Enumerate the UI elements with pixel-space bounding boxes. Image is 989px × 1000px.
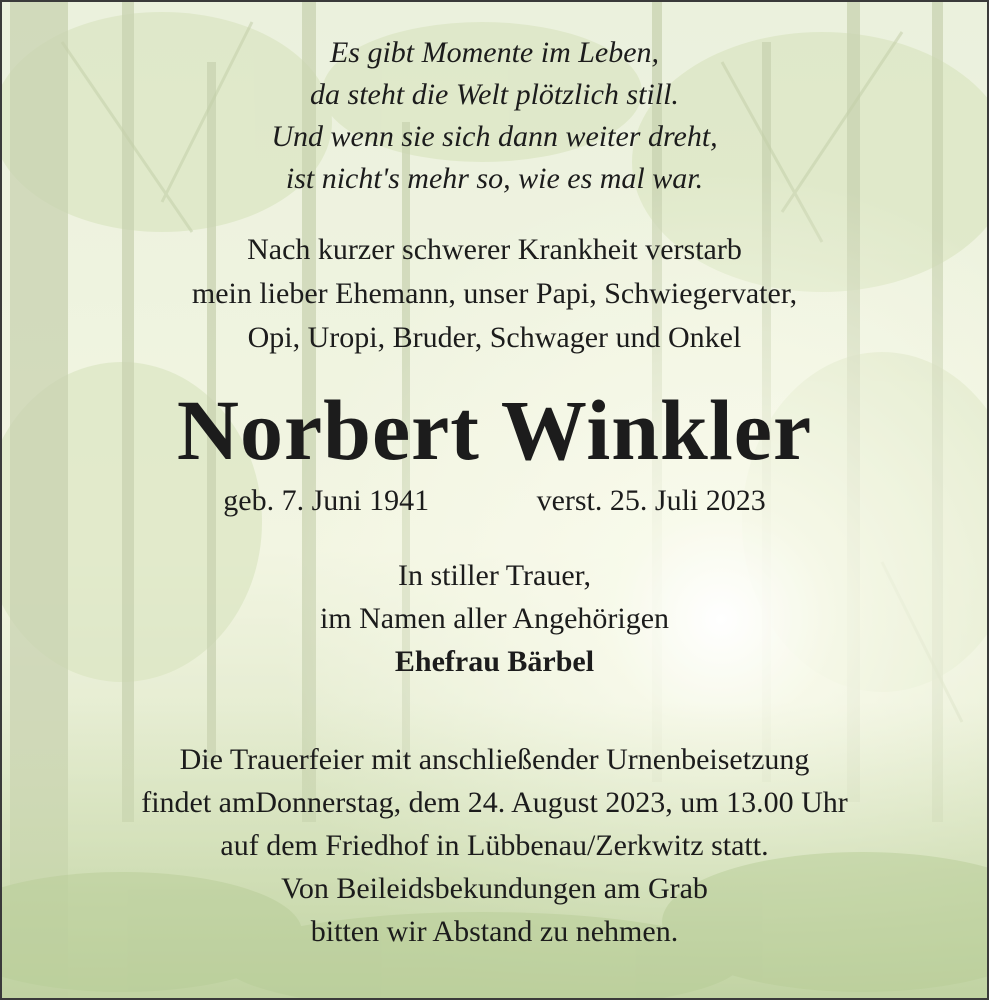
birth-date: geb. 7. Juni 1941	[223, 484, 430, 517]
poem-line: Und wenn sie sich dann weiter dreht,	[271, 120, 718, 153]
announcement-line: Opi, Uropi, Bruder, Schwager und Onkel	[247, 321, 742, 354]
funeral-line: findet amDonnerstag, dem 24. August 2023, um 13.00 Uhr	[141, 786, 848, 819]
funeral-line: auf dem Friedhof in Lübbenau/Zerkwitz statt.	[220, 829, 769, 862]
life-dates	[2, 480, 987, 522]
funeral-line: Von Beileidsbekundungen am Grab	[281, 872, 708, 905]
announcement-line: Nach kurzer schwerer Krankheit verstarb	[247, 233, 742, 266]
poem-line: Es gibt Momente im Leben,	[329, 36, 660, 69]
funeral-line: Die Trauerfeier mit anschließender Urnenbeisetzung	[179, 743, 810, 776]
death-announcement	[2, 228, 987, 360]
announcement-line: mein lieber Ehemann, unser Papi, Schwiegervater,	[191, 277, 798, 310]
funeral-line: bitten wir Abstand zu nehmen.	[310, 915, 679, 948]
deceased-name: Norbert Winkler	[176, 382, 813, 478]
poem-line: da steht die Welt plötzlich still.	[310, 78, 679, 111]
mourner-signature: Ehefrau Bärbel	[394, 645, 595, 678]
funeral-details	[2, 738, 987, 953]
poem-line: ist nicht's mehr so, wie es mal war.	[285, 162, 704, 195]
death-date: verst. 25. Juli 2023	[536, 484, 766, 517]
mourning-line: In stiller Trauer,	[398, 559, 591, 592]
mourning-line: im Namen aller Angehörigen	[319, 602, 670, 635]
obituary-text	[2, 2, 987, 998]
poem	[2, 32, 987, 200]
mourners	[2, 554, 987, 683]
